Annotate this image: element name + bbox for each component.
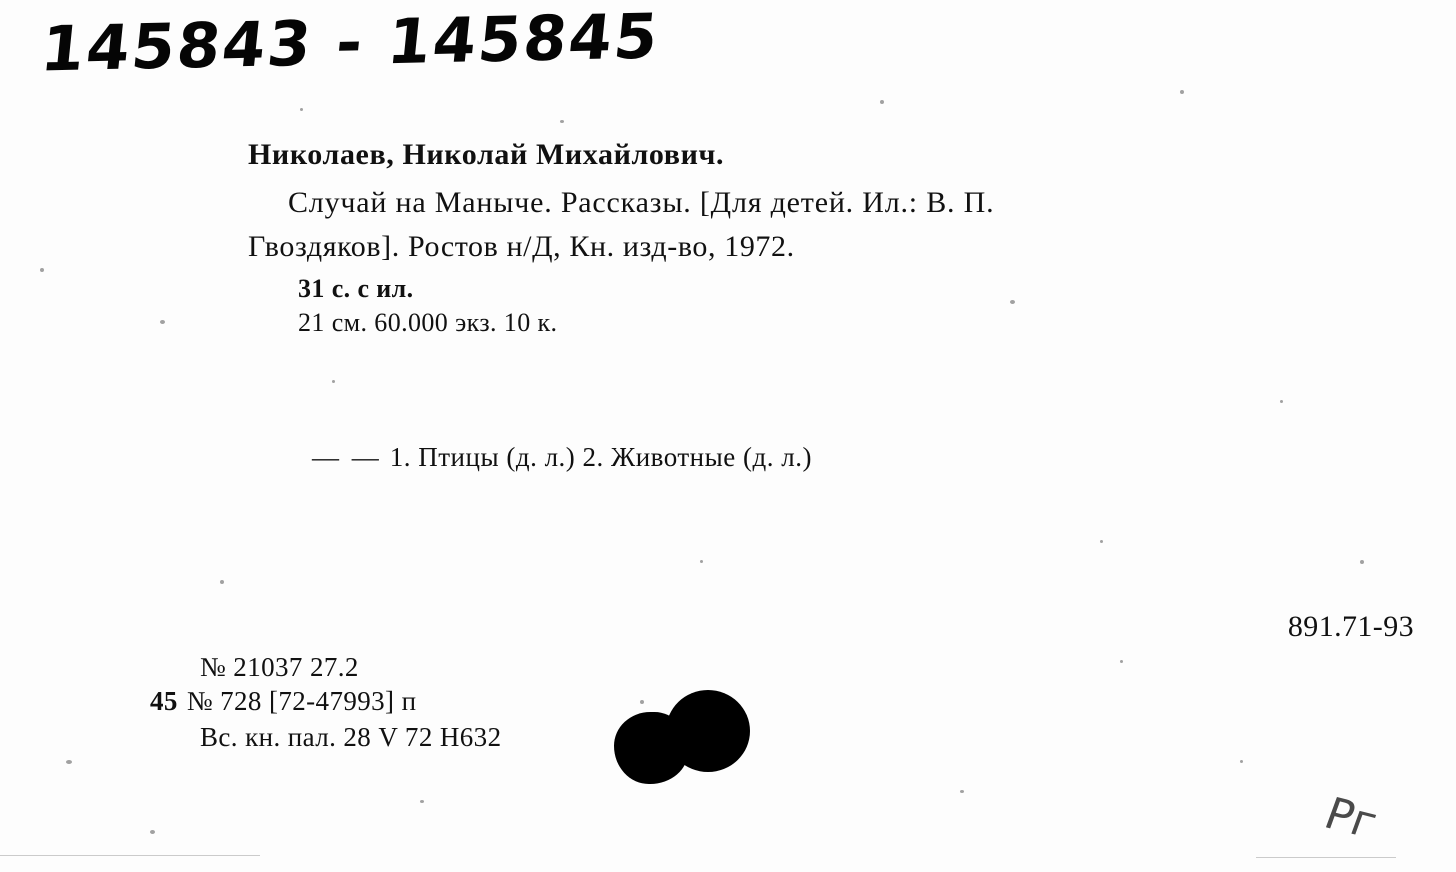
author-heading: Николаев, Николай Михайлович.	[248, 138, 725, 171]
control-lead-number: 45	[150, 686, 178, 716]
handwritten-accession-number: 145843 - 145845	[37, 0, 664, 86]
book-chamber-line: Вс. кн. пал. 28 V 72 Н632	[200, 722, 502, 752]
collation-pages: 31 с. с ил.	[298, 274, 414, 303]
pencil-annotation: Рг	[1318, 788, 1385, 849]
control-number-line-2	[150, 686, 416, 717]
control-number-line-1: № 21037 27.2	[200, 652, 359, 682]
title-statement-line-2: Гвоздяков]. Ростов н/Д, Кн. изд-во, 1972.	[248, 230, 795, 263]
collation-size-printrun-price: 21 см. 60.000 экз. 10 к.	[298, 308, 558, 337]
title-statement-line-1: Случай на Маныче. Рассказы. [Для детей. Ил.: В. П.	[288, 186, 995, 219]
control-number-value: № 728 [72-47993] п	[186, 686, 417, 716]
subject-tracings	[312, 442, 812, 473]
classification-number: 891.71-93	[1287, 610, 1414, 643]
tracing-dash: — —	[312, 442, 382, 472]
tracing-subjects: 1. Птицы (д. л.) 2. Животные (д. л.)	[389, 442, 812, 472]
ink-blot-stamp	[614, 690, 754, 790]
card-edge-rule-left	[0, 855, 260, 856]
card-edge-rule-right	[1256, 857, 1396, 858]
